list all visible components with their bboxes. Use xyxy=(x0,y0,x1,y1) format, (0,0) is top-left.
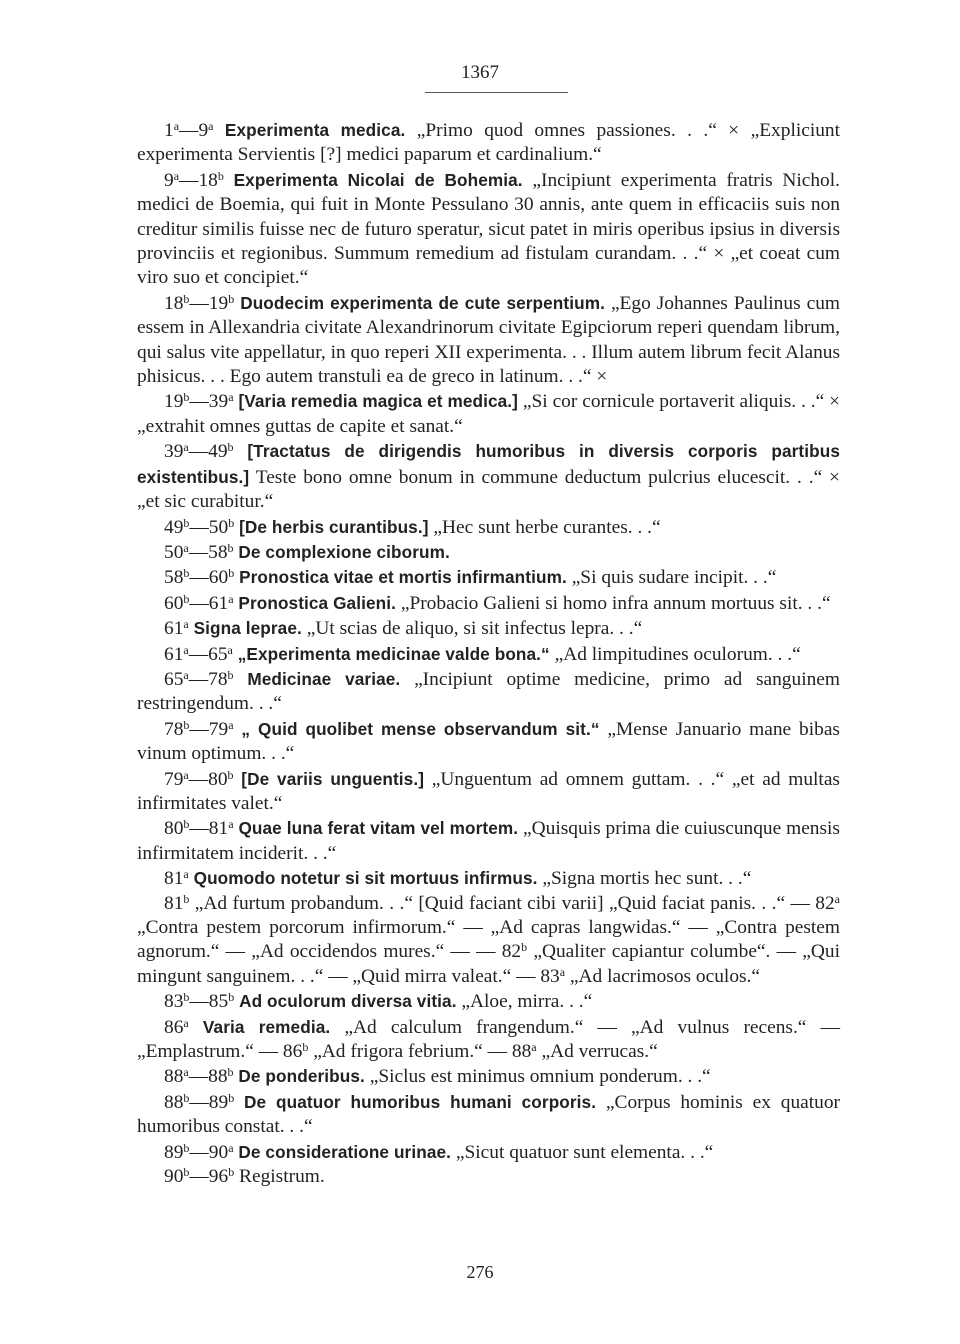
entry-title: [De variis unguentis.] xyxy=(241,768,425,789)
entry-text: 61 xyxy=(164,618,184,640)
catalogue-entry xyxy=(137,642,840,667)
folio-side: b xyxy=(227,767,234,782)
catalogue-entry xyxy=(137,1015,840,1065)
folio-side: a xyxy=(173,119,180,133)
entry-text xyxy=(234,441,248,462)
entry-text: —78 xyxy=(188,668,228,690)
entry-text: „Si quis sudare incipit. . .“ xyxy=(566,567,777,589)
folio-side: a xyxy=(183,867,189,882)
entry-text: —88 xyxy=(188,1066,228,1088)
entry-text: —80 xyxy=(188,768,228,790)
folio-side: a xyxy=(183,1065,189,1080)
entry-text: 81 xyxy=(164,868,184,890)
entry-text: 61 xyxy=(164,643,184,665)
catalogue-entry xyxy=(137,1140,840,1165)
catalogue-entry xyxy=(137,291,840,390)
entry-title: Signa leprae. xyxy=(193,618,302,639)
entry-title: Medicinae variae. xyxy=(247,668,401,689)
entry-text: „Si cor cornicule portaverit aliquis. . .“ × „extrahit omnes guttas de capite et sanat.“ xyxy=(137,391,841,437)
entry-text: —61 xyxy=(189,592,229,614)
entry-text: —9 xyxy=(179,120,209,141)
catalogue-entry xyxy=(137,717,840,767)
catalogue-entry xyxy=(137,515,840,540)
entry-title: [Varia remedia magica et medica.] xyxy=(238,391,519,412)
folio-side: a xyxy=(531,1040,537,1055)
folio-side: a xyxy=(183,667,189,682)
entry-text xyxy=(224,170,234,191)
folio-side: b xyxy=(228,566,235,581)
catalogue-entry xyxy=(137,866,840,891)
entry-title: De consideratione urinae. xyxy=(238,1141,452,1162)
entry-text: „Mense Januario mane bibas vinum optimum. . .“ xyxy=(137,718,840,765)
entry-text: 58 xyxy=(164,567,184,589)
catalogue-entry xyxy=(137,816,840,866)
folio-side: b xyxy=(183,891,190,906)
catalogue-entry xyxy=(137,389,840,439)
folio-side: a xyxy=(228,591,234,606)
folio-side: a xyxy=(183,1015,189,1030)
folio-side: b xyxy=(228,990,235,1005)
entry-text: —85 xyxy=(189,991,229,1013)
folio-side: b xyxy=(302,1040,309,1055)
catalogue-entries xyxy=(137,118,840,1189)
page-number-bottom: 276 xyxy=(466,1262,494,1282)
entry-text: —19 xyxy=(189,292,229,314)
entry-title: „Experimenta medicinae valde bona.“ xyxy=(237,643,550,664)
catalogue-entry xyxy=(137,118,840,168)
entry-text: „Aloe, mirra. . .“ xyxy=(456,991,593,1013)
catalogue-entry xyxy=(137,591,840,616)
entry-text: 89 xyxy=(164,1141,184,1163)
folio-side: a xyxy=(227,642,233,657)
entry-text: —39 xyxy=(189,391,229,413)
folio-side: b xyxy=(228,1090,235,1105)
entry-text: „Incipiunt experimenta fratris Nichol. medici de Boemia, qui fuit in Monte Pessulano 30 annis, ante quem in efficaciis suis non creditur similis fuisse nec de futuro speratur, sicut patet in miris operibus ipsius in diversis provinciis et regionibus. Summum remedium ad fistulam curandam. . .“ × „et coeat cum viro suo et concipiet.“ xyxy=(137,169,840,289)
entry-text xyxy=(234,1092,244,1113)
catalogue-entry xyxy=(137,989,840,1014)
entry-text: „Siclus est minimus omnium ponderum. . .“ xyxy=(364,1066,711,1088)
entry-text: „Hec sunt herbe curantes. . .“ xyxy=(428,516,661,538)
folio-side: b xyxy=(183,1140,190,1155)
entry-text: 49 xyxy=(164,516,184,538)
entry-text: „Ad lacrimosos oculos.“ xyxy=(565,965,761,987)
entry-text: —49 xyxy=(188,441,228,463)
entry-text: „Incipiunt optime medicine, primo ad sanguinem restringendum. . .“ xyxy=(137,668,840,715)
entry-text xyxy=(234,669,248,690)
entry-text: 80 xyxy=(164,818,184,840)
entry-text: —96 xyxy=(189,1166,229,1188)
folio-side: a xyxy=(228,717,234,732)
folio-side: b xyxy=(183,817,190,832)
entry-text: —79 xyxy=(189,718,229,740)
catalogue-entry xyxy=(137,667,840,717)
folio-side: b xyxy=(228,515,235,530)
entry-text: 65 xyxy=(164,668,184,690)
folio-side: b xyxy=(183,1090,190,1105)
entry-title: Varia remedia. xyxy=(202,1016,331,1037)
folio-side: b xyxy=(183,591,190,606)
entry-text: —58 xyxy=(188,541,228,563)
folio-side: a xyxy=(208,119,214,133)
folio-side: a xyxy=(559,964,566,979)
entry-text: „Quisquis prima die cuiuscunque mensis infirmitatem inciderit. . .“ xyxy=(137,818,840,864)
entry-text: „Qualiter capiantur columbe“. — „Qui mingunt sanguinem. . .“ — „Quid mirra valeat.“ — 83 xyxy=(137,941,840,987)
entry-text: „Contra pestem porcorum infirmorum.“ — „Ad capras langwidas.“ — „Contra pestem agnorum.“ — „Ad occidendos mures.“ — — 82 xyxy=(137,917,840,963)
entry-text: „Probacio Galieni si homo infra annum mortuus sit. . .“ xyxy=(395,592,831,614)
folio-side: a xyxy=(834,891,840,906)
entry-title: „ Quid quolibet mense observandum sit.“ xyxy=(241,718,600,739)
catalogue-entry xyxy=(137,565,840,590)
entry-text: „Corpus hominis ex quatuor humoribus constat. . .“ xyxy=(137,1091,840,1138)
entry-text: —18 xyxy=(179,169,218,191)
entry-text: 86 xyxy=(164,1016,184,1038)
entry-title: [De herbis curantibus.] xyxy=(239,516,429,537)
entry-text: 79 xyxy=(164,768,184,790)
entry-text: 19 xyxy=(164,391,184,413)
folio-side: b xyxy=(183,390,190,405)
entry-text: „Ego Johannes Paulinus cum essem in Allexandria civitate Alexandrinorum civitate Egipciorum reperi quendam librum, qui salus vite appellatur, in quo reperi XII experimenta. . . Illum autem librum fecit Alanus phisicus. . . Ego autem transtuli ea de greco in latinum. . .“ × xyxy=(137,292,841,388)
catalogue-entry xyxy=(137,168,840,291)
entry-text: 50 xyxy=(164,541,184,563)
entry-text: 81 xyxy=(164,892,184,914)
entry-text: „Sicut quatuor sunt elementa. . .“ xyxy=(451,1141,714,1163)
entry-text: 39 xyxy=(164,441,184,463)
entry-text: „Primo quod omnes passiones. . .“ × „Expliciunt experimenta Servientis [?] medici paparum et cardinalium.“ xyxy=(137,120,840,166)
entry-text: „Ad furtum probandum. . .“ [Quid faciant cibi varii] „Quid faciat panis. . .“ — 82 xyxy=(189,892,835,914)
catalogue-entry xyxy=(137,1090,840,1140)
folio-side: b xyxy=(227,667,234,682)
entry-text: —89 xyxy=(189,1091,229,1113)
entry-text: —90 xyxy=(189,1141,229,1163)
folio-side: a xyxy=(173,168,180,183)
page-number-top: 1367 xyxy=(461,62,499,83)
entry-title: Quae luna ferat vitam vel mortem. xyxy=(238,818,519,839)
entry-text: 90 xyxy=(164,1166,184,1188)
folio-side: a xyxy=(183,540,189,555)
folio-side: b xyxy=(183,717,190,732)
entry-text: „Ad verrucas.“ xyxy=(536,1041,658,1063)
entry-text: „Ut scias de aliquo, si sit infectus lepra. . .“ xyxy=(301,618,643,640)
folio-side: b xyxy=(227,440,234,455)
folio-side: b xyxy=(183,515,190,530)
entry-title: Experimenta Nicolai de Bohemia. xyxy=(233,169,523,190)
folio-side: b xyxy=(217,168,224,183)
entry-text: „Ad limpitudines oculorum. . .“ xyxy=(549,643,801,665)
entry-text xyxy=(189,1017,203,1038)
folio-side: b xyxy=(183,1165,190,1180)
entry-text: 60 xyxy=(164,592,184,614)
folio-side: a xyxy=(228,390,234,405)
folio-side: a xyxy=(183,617,189,632)
entry-text: Teste bono omne bonum in commune deductum pulcrius elucescit. . .“ × „et sic curabitur.“ xyxy=(137,466,840,513)
header-rule xyxy=(425,92,568,93)
folio-side: b xyxy=(228,291,235,306)
entry-title: Pronostica vitae et mortis infirmantium. xyxy=(239,567,567,588)
entry-text: —60 xyxy=(189,567,229,589)
entry-title: Duodecim experimenta de cute serpentium. xyxy=(240,292,605,313)
folio-side: a xyxy=(228,1140,234,1155)
folio-side: b xyxy=(183,566,190,581)
entry-text: „Ad frigora febrium.“ — 88 xyxy=(308,1041,532,1063)
folio-side: a xyxy=(183,767,189,782)
entry-title: De complexione ciborum. xyxy=(238,541,450,562)
entry-title: Ad oculorum diversa vitia. xyxy=(239,991,457,1012)
entry-text: „Signa mortis hec sunt. . .“ xyxy=(537,868,752,890)
catalogue-entry xyxy=(137,439,840,514)
entry-title: De ponderibus. xyxy=(238,1066,365,1087)
folio-side: b xyxy=(183,291,190,306)
folio-side: b xyxy=(521,940,528,955)
folio-side: a xyxy=(183,440,189,455)
entry-text: Registrum. xyxy=(234,1166,325,1188)
entry-text: 83 xyxy=(164,991,184,1013)
entry-text: 88 xyxy=(164,1091,184,1113)
folio-side: a xyxy=(183,642,189,657)
entry-text: 1 xyxy=(164,120,174,141)
catalogue-entry xyxy=(137,1165,840,1189)
folio-side: b xyxy=(227,1065,234,1080)
entry-text xyxy=(213,120,224,141)
entry-title: Quomodo notetur si sit mortuus infirmus. xyxy=(193,868,538,889)
entry-text: 18 xyxy=(164,292,184,314)
folio-side: b xyxy=(183,990,190,1005)
catalogue-entry xyxy=(137,1064,840,1089)
entry-text: 88 xyxy=(164,1066,184,1088)
entry-text: 9 xyxy=(164,169,174,191)
folio-side: a xyxy=(228,817,234,832)
entry-title: [Tractatus de dirigendis humoribus in diversis corporis partibus existentibus.] xyxy=(137,441,840,487)
entry-text: —65 xyxy=(188,643,228,665)
folio-side: b xyxy=(228,1165,235,1180)
entry-title: De quatuor humoribus humani corporis. xyxy=(244,1091,597,1112)
entry-text: „Unguentum ad omnem guttam. . .“ „et ad multas infirmitates valet.“ xyxy=(137,768,840,814)
entry-title: Experimenta medica. xyxy=(224,120,406,140)
entry-title: Pronostica Galieni. xyxy=(238,592,396,613)
catalogue-entry xyxy=(137,892,840,990)
entry-text: —81 xyxy=(189,818,229,840)
entry-text: „Ad calculum frangendum.“ — „Ad vulnus recens.“ — „Emplastrum.“ — 86 xyxy=(137,1016,840,1063)
catalogue-entry xyxy=(137,767,840,817)
catalogue-entry xyxy=(137,540,840,565)
entry-text: —50 xyxy=(189,516,229,538)
entry-text: 78 xyxy=(164,718,184,740)
folio-side: b xyxy=(227,540,234,555)
catalogue-entry xyxy=(137,616,840,641)
